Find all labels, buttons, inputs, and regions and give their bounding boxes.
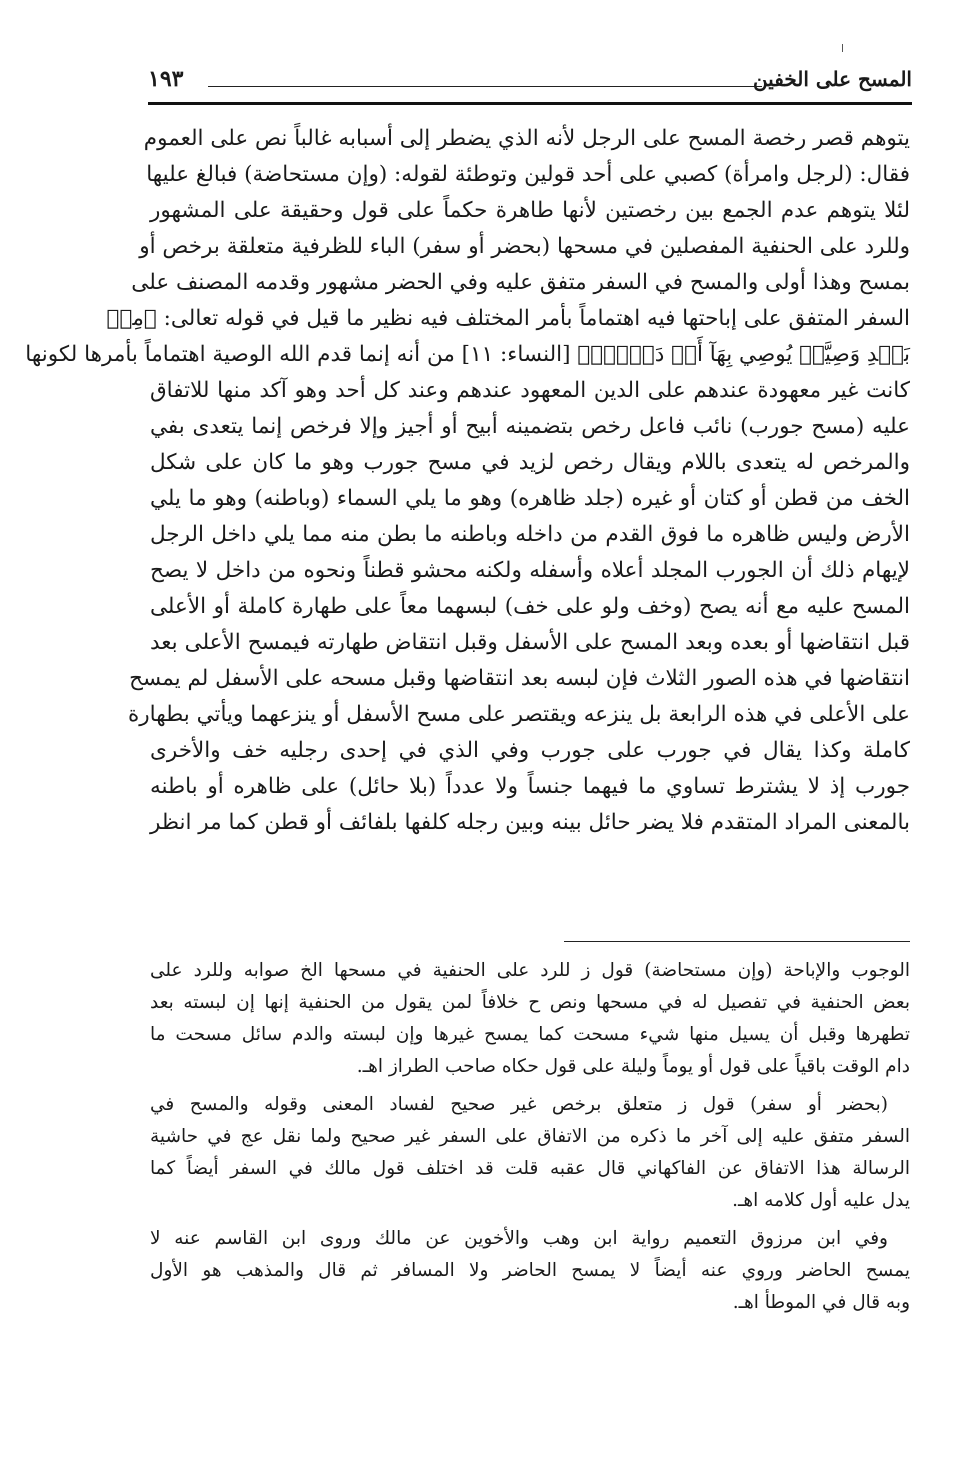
- margin-mark: [842, 44, 843, 52]
- main-line: بمسح وهذا أولى والمسح في السفر متفق عليه وفي الحضر مشهور وقدمه المصنف على: [131, 270, 910, 295]
- footnote-separator: [564, 941, 910, 942]
- page-header: [148, 62, 912, 108]
- main-line: لئلا يتوهم عدم الجمع بين رخصتين لأنها طاهرة حكماً على قول وحقيقة على المشهور: [150, 198, 910, 223]
- main-line: السفر المتفق على إباحتها فيه اهتماماً بأمر المختلف فيه نظير ما قيل في قوله تعالى: ﴿مِنۢ: [106, 306, 910, 331]
- page-number: ١٩٣: [148, 66, 184, 92]
- main-line: على الأعلى في هذه الرابعة بل ينزعه ويقتصر على مسح الأسفل أو ينزعهما ويأتي بطهارة: [128, 702, 910, 727]
- main-line: كانت غير معهودة عندهم على الدين المعهود عندهم وعند كل أحد وهو آكد منها للاتفاق: [150, 378, 910, 403]
- footnote-block: [150, 1089, 910, 1217]
- footnote-block: [150, 955, 910, 1083]
- running-title: المسح على الخفين: [752, 67, 912, 91]
- main-line: وللرد على الحنفية المفصلين في مسحها (بحضر أو سفر) الباء للظرفية متعلقة برخص أو: [139, 234, 910, 259]
- footnote-line: بعض الحنفية في تفصيل له في مسحها ونص ح خلافاً لمن يقول من الحنفية إنها إن لبسته بعد: [150, 992, 910, 1013]
- footnote-line: (بحضر أو سفر) قول ز متعلق برخص غير صحيح لفساد المعنى وقوله والمسح في: [150, 1094, 888, 1115]
- footnote-line: الوجوب والإباحة (وإن مستحاضة) قول ز للرد على الحنفية في مسحها الخ صوابه وللرد على: [150, 960, 910, 981]
- main-line: بالمعنى المراد المتقدم فلا يضر حائل بينه وبين رجله كلفها بلفائف أو قطن كما مر انظر: [150, 810, 910, 835]
- header-leader-line: [208, 86, 762, 87]
- footnote-line: وفي ابن مرزوق التعميم رواية ابن وهب والأخوين عن مالك وروى ابن القاسم عنه لا: [150, 1228, 888, 1249]
- footnote-line: السفر متفق عليه إلى آخر ما ذكره من الاتفاق على السفر غير صحيح ولما نقل عج في حاشية: [150, 1126, 910, 1147]
- main-text: [25, 121, 910, 841]
- footnote-line: يدل عليه أول كلامه اهـ.: [732, 1190, 910, 1211]
- main-line: كاملة وكذا يقال في جورب على جورب وفي الذي في إحدى رجليه خف والأخرى: [150, 738, 910, 763]
- main-line: فقال: (لرجل وامرأة) كصبي على أحد قولين وتوطئة لقوله: (وإن مستحاضة) فبالغ عليها: [146, 162, 910, 187]
- footnote-line: تطهرها وقبل أن يسيل منها شيء مسحت كما يمسح غيرها وإن لبسته والدم سائل مسحت ما: [150, 1024, 910, 1045]
- footnote-line: دام الوقت باقياً على قول أو يوماً وليلة على قول حكاه صاحب الطراز اهـ.: [356, 1056, 910, 1077]
- main-line: الخف من قطن أو كتان أو غيره (جلد ظاهره) وهو ما يلي السماء (وباطنه) وهو ما يلي: [150, 486, 910, 511]
- header-rule: [148, 102, 912, 105]
- main-line: عليه (مسح جورب) نائب فاعل رخص بتضمينه أبيح أو أجيز وإلا فرخص إنما يتعدى بفي: [150, 414, 910, 439]
- footnote-line: الرسالة هذا الاتفاق عن الفاكهاني قال عقبه قلت قد اختلف قول مالك في السفر أيضاً كما: [150, 1158, 910, 1179]
- main-line: انتقاضها في هذه الصور الثلاث فإن لبسه بعد انتقاضها وقبل مسحه على الأسفل لم يمسح: [129, 666, 910, 691]
- main-line: بَعۡدِ وَصِيَّةٖ يُوصِي بِهَآ أَوۡ دَيۡنٍۗ﴾ [النساء: ١١] من أنه إنما قدم الله الوصية اهتماماً بأمرها لكونها: [25, 342, 910, 367]
- main-line: لإيهام ذلك أن الجورب المجلد أعلاه وأسفله ولكنه محشو قطناً ونحوه من داخل لا يصح: [150, 558, 910, 583]
- main-line: والمرخص له يتعدى باللام ويقال رخص لزيد في مسح جورب وهو ما كان على شكل: [150, 450, 910, 475]
- footnotes: [150, 955, 910, 1325]
- footnote-block: [150, 1223, 910, 1319]
- footnote-line: يمسح الحاضر وروي عنه أيضاً لا يمسح الحاضر ولا المسافر ثم قال والمذهب هو الأول: [150, 1260, 910, 1281]
- footnote-line: وبه قال في الموطأ اهـ.: [732, 1292, 910, 1313]
- main-line: الأرض وليس ظاهره ما فوق القدم من داخله وباطنه ما بطن منه مما يلي داخل الرجل: [150, 522, 910, 547]
- main-line: المسح عليه مع أنه يصح (وخف ولو على خف) لبسهما معاً على طهارة كاملة أو الأعلى: [150, 594, 910, 619]
- main-line: يتوهم قصر رخصة المسح على الرجل لأنه الذي يضطر إلى أسبابه غالباً نص على العموم: [143, 126, 910, 151]
- main-line: قبل انتقاضها أو بعده وبعد المسح على الأسفل وقبل انتقاض طهارته فيمسح الأعلى بعد: [150, 630, 910, 655]
- main-line: جورب إذ لا يشترط تساوي ما فيهما جنساً ولا عدداً (بلا حائل) على ظاهره أو باطنه: [150, 774, 910, 799]
